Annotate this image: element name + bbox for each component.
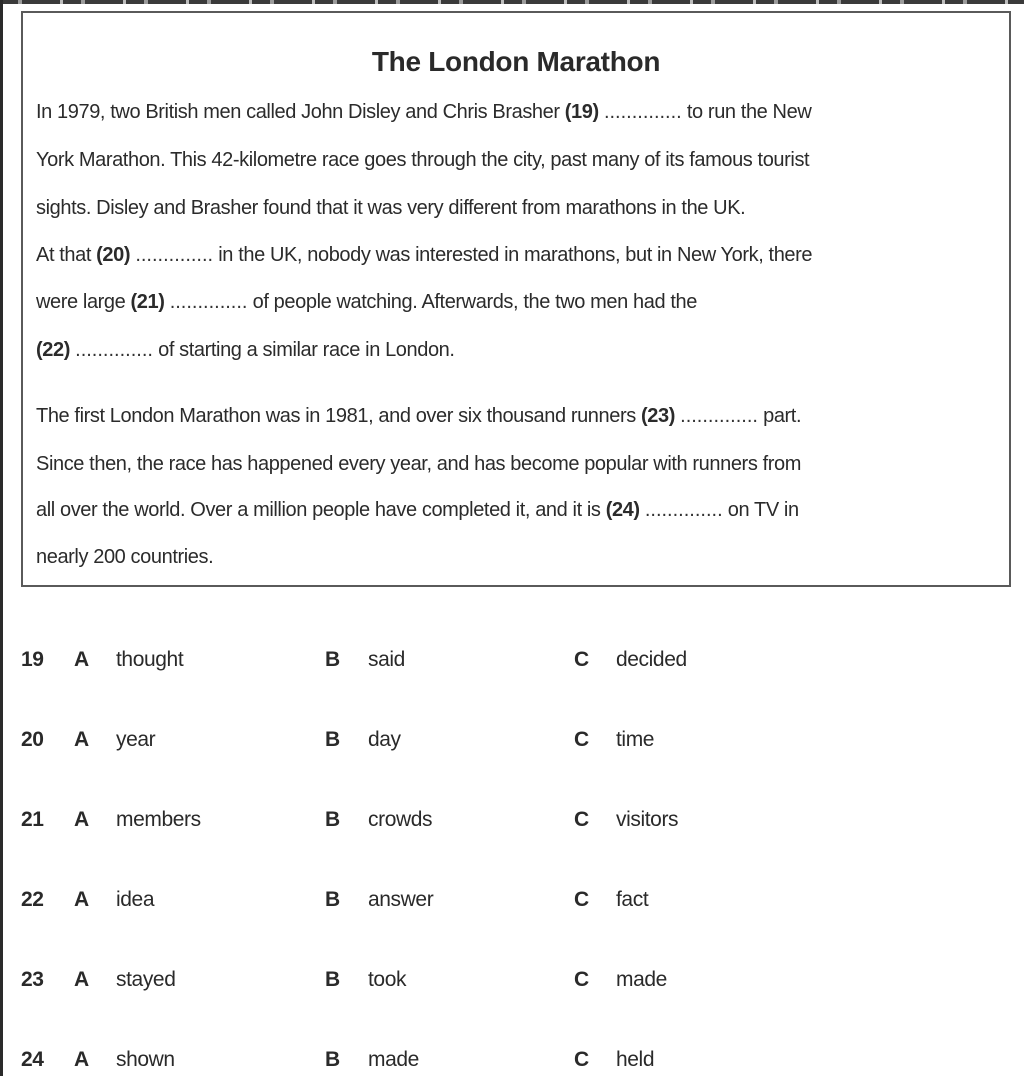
gap-number-20: (20)	[96, 244, 131, 266]
question-number: 23	[21, 968, 44, 991]
question-row-24	[0, 1048, 1024, 1088]
option-letter-b: B	[325, 1048, 340, 1071]
passage-box	[21, 11, 1011, 587]
line-text: of people watching. Afterwards, the two men had the	[247, 291, 697, 313]
passage-line-6	[36, 339, 455, 362]
option-letter-c: C	[574, 968, 589, 991]
option-letter-c: C	[574, 1048, 589, 1071]
answer-blank-24[interactable]: ..............	[644, 499, 723, 521]
passage-line-10: nearly 200 countries.	[36, 546, 214, 568]
option-letter-a: A	[74, 968, 89, 991]
line-text: of starting a similar race in London.	[152, 339, 455, 361]
option-a[interactable]: members	[116, 808, 201, 831]
answer-blank-20[interactable]: ..............	[135, 244, 214, 266]
option-letter-b: B	[325, 968, 340, 991]
question-number: 21	[21, 808, 44, 831]
option-c[interactable]: time	[616, 728, 655, 751]
question-row-21	[0, 808, 1024, 848]
passage-title: The London Marathon	[371, 46, 661, 77]
line-text: to run the New	[681, 101, 812, 123]
passage-line-7	[36, 405, 801, 428]
passage-line-2: York Marathon. This 42-kilometre race goes through the city, past many of its famous tourist	[36, 149, 810, 171]
option-letter-b: B	[325, 888, 340, 911]
passage-line-4	[36, 244, 812, 267]
option-letter-b: B	[325, 728, 340, 751]
option-letter-c: C	[574, 888, 589, 911]
passage-line-9	[36, 499, 799, 522]
gap-number-21: (21)	[130, 291, 165, 313]
option-c[interactable]: visitors	[616, 808, 679, 831]
option-letter-a: A	[74, 808, 89, 831]
question-number: 22	[21, 888, 44, 911]
question-number: 20	[21, 728, 44, 751]
option-letter-c: C	[574, 728, 589, 751]
gap-number-23: (23)	[641, 405, 675, 427]
question-row-19	[0, 648, 1024, 688]
option-a[interactable]: stayed	[116, 968, 176, 991]
option-b[interactable]: crowds	[368, 808, 433, 831]
question-row-23	[0, 968, 1024, 1008]
passage-line-3: sights. Disley and Brasher found that it was very different from marathons in the UK.	[36, 197, 746, 219]
option-a[interactable]: shown	[116, 1048, 175, 1071]
option-letter-b: B	[325, 808, 340, 831]
option-letter-a: A	[74, 888, 89, 911]
option-a[interactable]: year	[116, 728, 156, 751]
passage-line-5	[36, 291, 697, 314]
answer-blank-21[interactable]: ..............	[169, 291, 248, 313]
line-text: on TV in	[722, 499, 799, 521]
option-c[interactable]: fact	[616, 888, 649, 911]
option-b[interactable]: made	[368, 1048, 419, 1071]
question-number: 24	[21, 1048, 44, 1071]
line-text: all over the world. Over a million people have completed it, and it is	[36, 499, 606, 521]
gap-number-22: (22)	[36, 339, 70, 361]
option-b[interactable]: day	[368, 728, 401, 751]
option-letter-c: C	[574, 808, 589, 831]
question-row-20	[0, 728, 1024, 768]
option-b[interactable]: took	[368, 968, 407, 991]
option-letter-c: C	[574, 648, 589, 671]
gap-number-19: (19)	[564, 101, 599, 123]
answer-blank-22[interactable]: ..............	[75, 339, 153, 361]
option-letter-a: A	[74, 1048, 89, 1071]
option-c[interactable]: made	[616, 968, 667, 991]
line-text: The first London Marathon was in 1981, and over six thousand runners	[36, 405, 641, 427]
passage-line-1	[36, 101, 811, 124]
line-text: part.	[757, 405, 802, 427]
option-c[interactable]: decided	[616, 648, 687, 671]
option-letter-a: A	[74, 648, 89, 671]
option-letter-b: B	[325, 648, 340, 671]
option-a[interactable]: thought	[116, 648, 184, 671]
question-number: 19	[21, 648, 44, 671]
question-row-22	[0, 888, 1024, 928]
line-text: At that	[36, 244, 97, 266]
passage-line-8: Since then, the race has happened every year, and has become popular with runners from	[36, 453, 801, 475]
line-text: In 1979, two British men called John Disley and Chris Brasher	[36, 101, 565, 123]
option-b[interactable]: answer	[368, 888, 434, 911]
option-letter-a: A	[74, 728, 89, 751]
line-text: were large	[36, 291, 131, 313]
line-text: in the UK, nobody was interested in marathons, but in New York, there	[213, 244, 813, 266]
option-a[interactable]: idea	[116, 888, 155, 911]
gap-number-24: (24)	[605, 499, 640, 521]
answer-blank-19[interactable]: ..............	[603, 101, 682, 123]
option-b[interactable]: said	[368, 648, 405, 671]
page-top-edge	[0, 0, 1024, 4]
option-c[interactable]: held	[616, 1048, 655, 1071]
answer-blank-23[interactable]: ..............	[680, 405, 758, 427]
